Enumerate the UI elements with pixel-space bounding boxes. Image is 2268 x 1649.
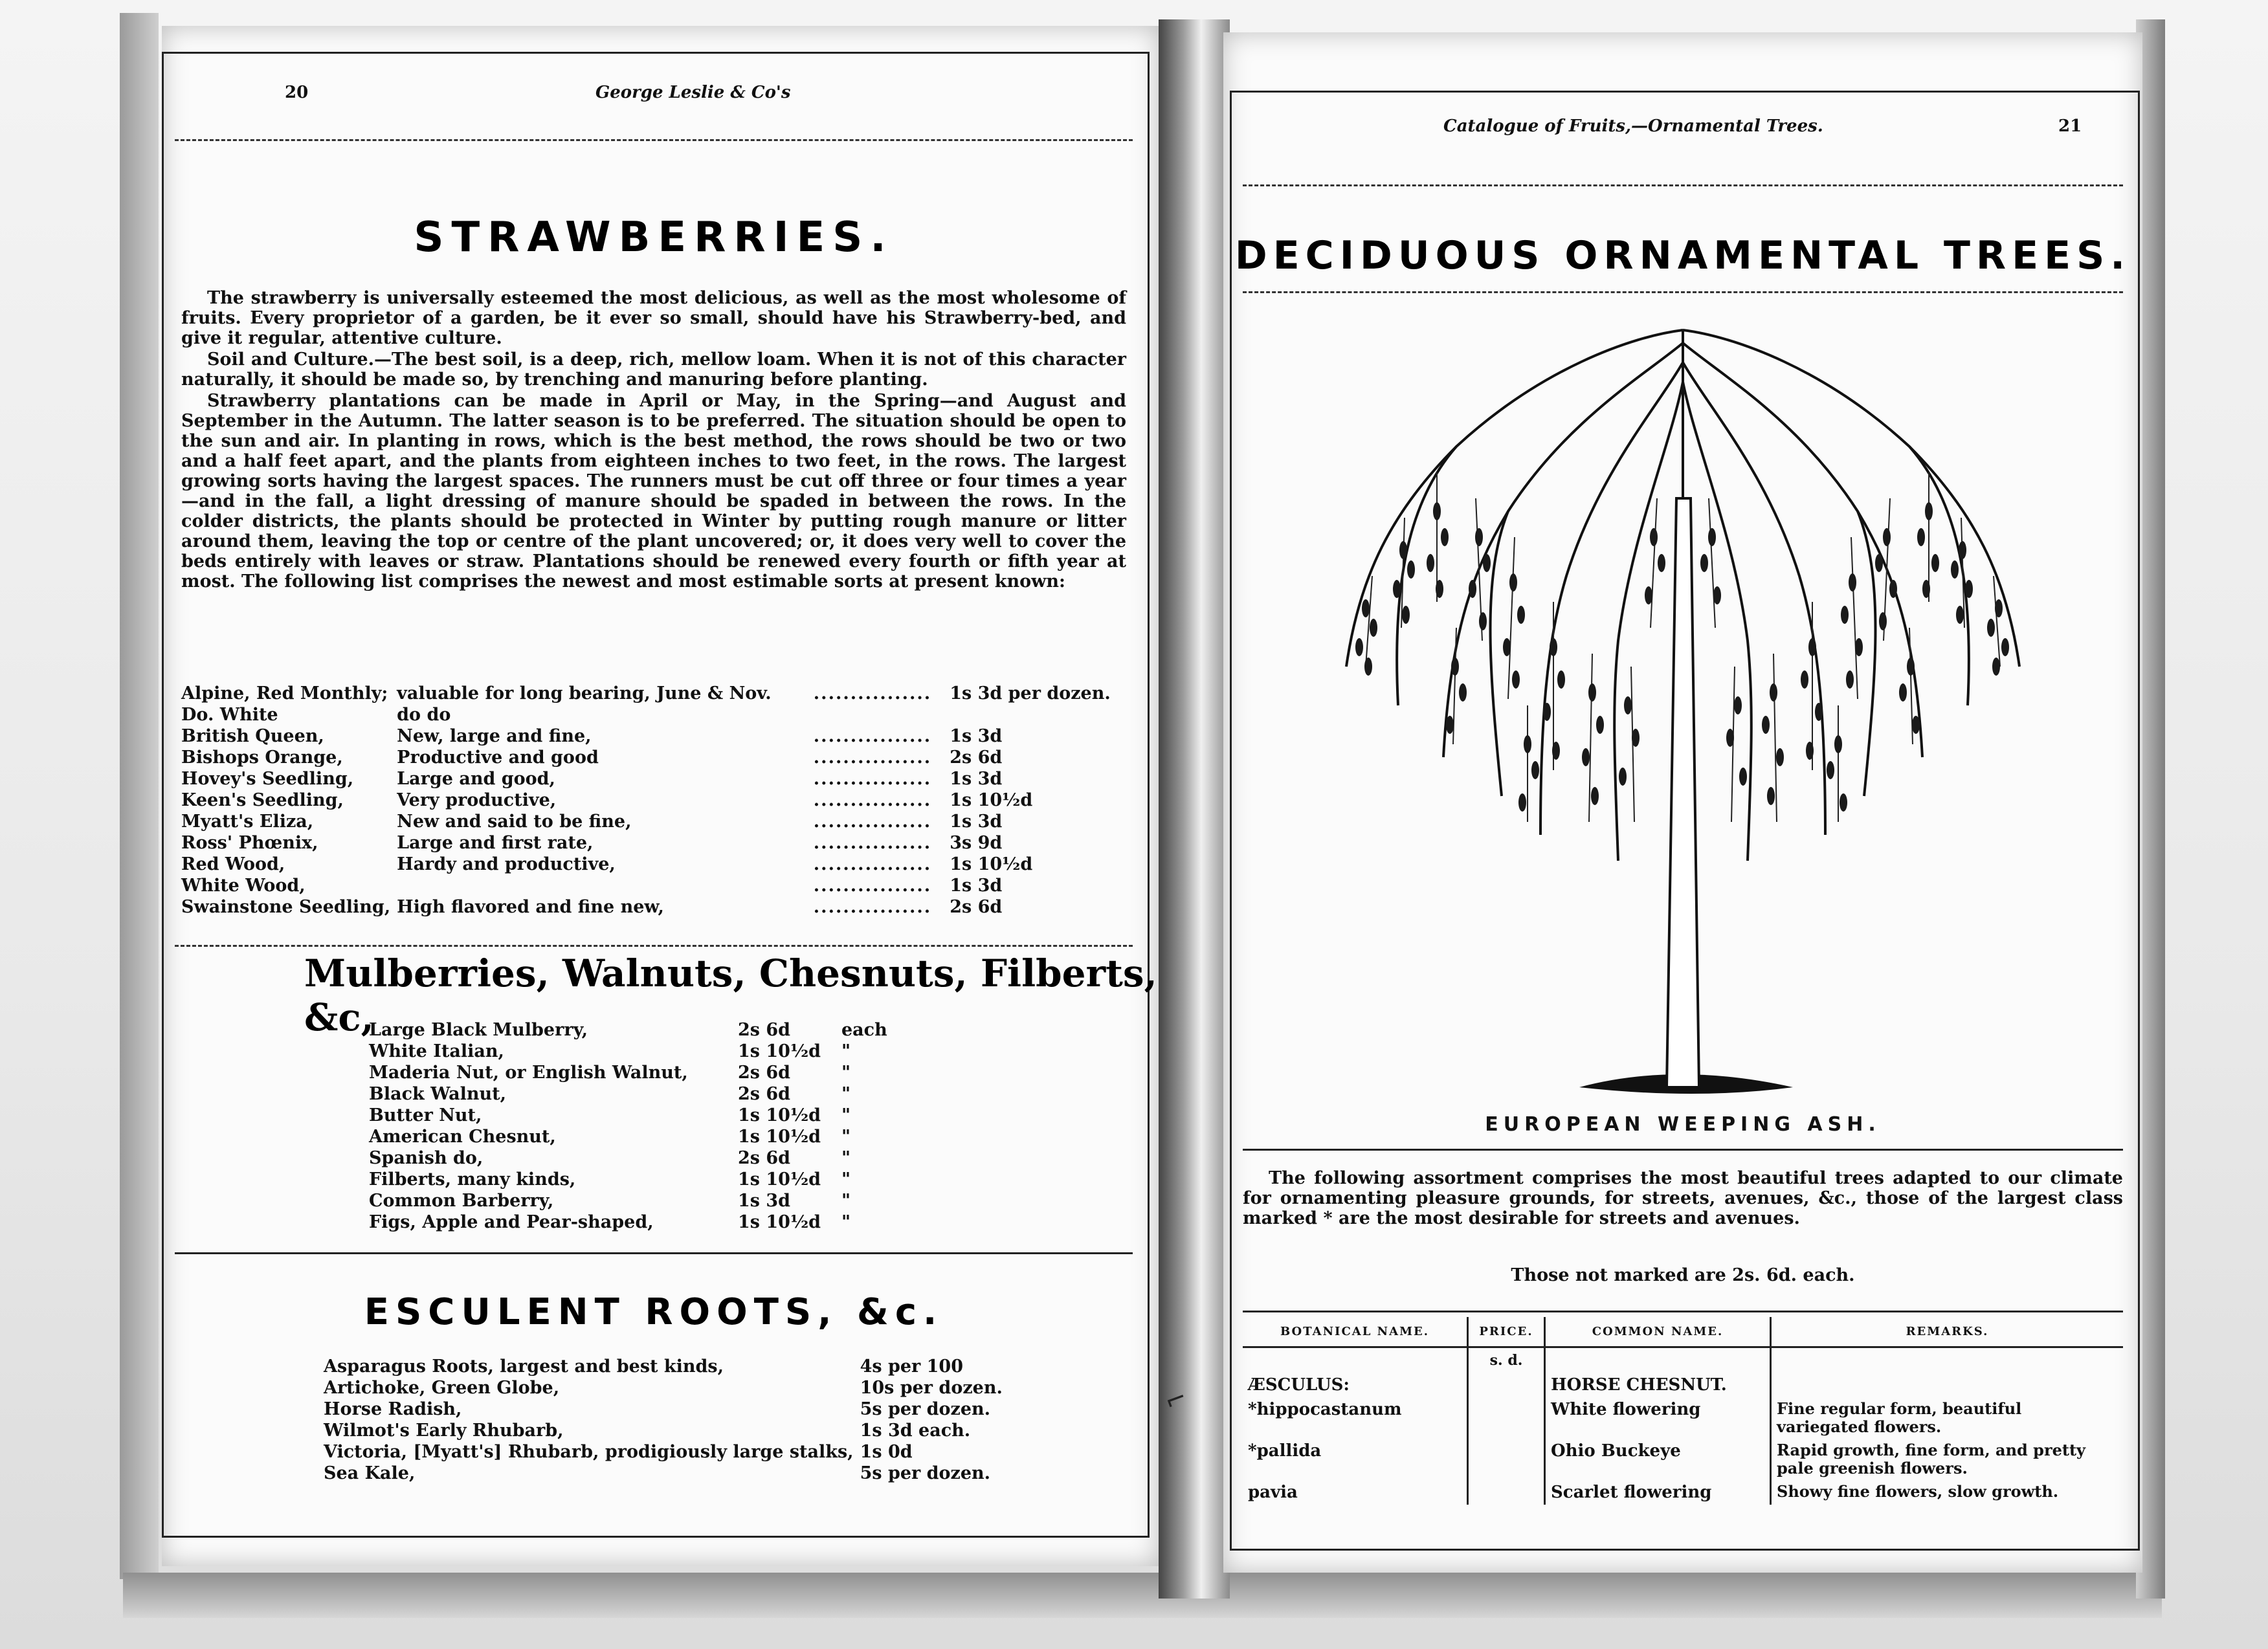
nut-name: Large Black Mulberry, xyxy=(369,1020,588,1040)
leader-dots: ................ xyxy=(813,876,932,896)
col-common-name: COMMON NAME. xyxy=(1545,1317,1771,1347)
root-name: Artichoke, Green Globe, xyxy=(324,1378,560,1398)
variety-name: White Wood, xyxy=(181,876,306,896)
variety-description: valuable for long bearing, June & Nov. xyxy=(397,683,772,703)
tree-price xyxy=(1468,1373,1545,1397)
variety-description: New, large and fine, xyxy=(397,726,592,746)
right-caption-rule xyxy=(1243,1149,2123,1151)
deciduous-title: DECIDUOUS ORNAMENTAL TREES. xyxy=(1234,233,2131,278)
botanical-name: pavia xyxy=(1243,1480,1468,1505)
root-row xyxy=(324,1377,1009,1399)
price-units-spacer xyxy=(1771,1347,2124,1373)
tree-row xyxy=(1243,1373,2123,1397)
root-name: Wilmot's Early Rhubarb, xyxy=(324,1421,564,1441)
variety-price: 1s 3d xyxy=(950,726,1003,746)
weeping-ash-illustration xyxy=(1295,304,2071,1100)
root-name: Sea Kale, xyxy=(324,1463,416,1483)
variety-description xyxy=(397,875,814,896)
remarks: Showy fine flowers, slow growth. xyxy=(1777,1482,2059,1501)
root-price: 1s 3d each. xyxy=(860,1421,971,1441)
variety-name: Swainstone Seedling, xyxy=(181,897,391,917)
nut-price: 1s 3d xyxy=(738,1191,791,1211)
trees-intro-text: The following assortment comprises the most beautiful trees adapted to our climate for ornamenting pleasure grounds, for streets, avenues, &c., those of the largest class marked * are the most desirable for streets and avenues. xyxy=(1243,1168,2123,1228)
root-row xyxy=(324,1399,1009,1420)
strawberry-row xyxy=(181,683,1133,704)
nut-price: 2s 6d xyxy=(738,1084,791,1104)
botanical-name: *hippocastanum xyxy=(1243,1397,1468,1439)
trees-intro xyxy=(1243,1168,2123,1230)
root-price: 10s per dozen. xyxy=(860,1378,1003,1398)
botanical-name: ÆSCULUS: xyxy=(1243,1373,1468,1397)
nut-name: Butter Nut, xyxy=(369,1105,482,1125)
nut-name: Filberts, many kinds, xyxy=(369,1169,576,1190)
leader-dots: ................ xyxy=(813,747,932,768)
root-name: Victoria, [Myatt's] Rhubarb, prodigiously large stalks, xyxy=(324,1442,854,1462)
nut-unit: " xyxy=(841,1084,851,1104)
price-units-spacer xyxy=(1243,1347,1468,1373)
nut-price: 1s 10½d xyxy=(738,1041,821,1061)
common-name: Scarlet flowering xyxy=(1545,1480,1771,1505)
nut-price: 1s 10½d xyxy=(738,1127,821,1147)
nut-row xyxy=(369,1126,894,1147)
nut-price: 1s 10½d xyxy=(738,1212,821,1232)
common-name: White flowering xyxy=(1545,1397,1771,1439)
botanical-name: *pallida xyxy=(1243,1439,1468,1480)
strawberry-row xyxy=(181,725,1133,747)
right-running-head: Catalogue of Fruits,—Ornamental Trees. xyxy=(1443,116,1823,136)
left-running-head: George Leslie & Co's xyxy=(595,83,791,102)
leader-dots: ................ xyxy=(813,833,932,853)
strawberry-row xyxy=(181,896,1133,918)
nut-unit: " xyxy=(841,1169,851,1190)
nuts-title: Mulberries, Walnuts, Chesnuts, Filberts, &c, xyxy=(304,951,1157,1039)
variety-description: High flavored and fine new, xyxy=(397,897,664,917)
root-price: 1s 0d xyxy=(860,1442,913,1462)
strawberry-row xyxy=(181,747,1133,768)
variety-name: Myatt's Eliza, xyxy=(181,812,314,832)
left-page-number: 20 xyxy=(285,83,309,102)
nut-unit: " xyxy=(841,1127,851,1147)
variety-description: Productive and good xyxy=(397,747,599,768)
roots-title: ESCULENT ROOTS, &c. xyxy=(364,1291,944,1333)
strawberries-text xyxy=(181,288,1126,593)
variety-name: Red Wood, xyxy=(181,854,285,874)
leader-dots: ................ xyxy=(813,769,932,789)
root-row xyxy=(324,1356,1009,1377)
common-name: Ohio Buckeye xyxy=(1545,1439,1771,1480)
variety-price: 3s 9d xyxy=(950,833,1003,853)
nut-name: Common Barberry, xyxy=(369,1191,554,1211)
trees-note-text: Those not marked are 2s. 6d. each. xyxy=(1511,1265,1855,1285)
variety-name: Alpine, Red Monthly; xyxy=(181,683,388,703)
strawberries-plantations: Strawberry plantations can be made in April or May, in the Spring—and August and September in the Autumn. The latter season is to be preferred. The situation should be open to the sun and air. In planting in rows, which is the best method, the rows should be two or two and a half feet apart, and the plants from eighteen inches to two feet, in the rows. The largest growing sorts having the largest spaces. The runners must be cut off three or four times a year—and in the fall, a light dressing of manure should be spaded in between the rows. In the colder districts, the plants should be protected in Winter by putting rough manure or litter around them, leaving the top or centre of the plant uncovered; or, it does very well to cover the beds entirely with leaves or straw. Plantations should be renewed every fourth or fifth year at most. The following list comprises the newest and most estimable sorts at present known: xyxy=(181,391,1126,592)
nut-row xyxy=(369,1041,894,1062)
strawberry-row xyxy=(181,811,1133,832)
nut-price: 1s 10½d xyxy=(738,1105,821,1125)
illustration-caption: EUROPEAN WEEPING ASH. xyxy=(1485,1113,1881,1136)
variety-price: 1s 10½d xyxy=(950,790,1033,810)
trees-note xyxy=(1223,1265,2142,1285)
nut-row xyxy=(369,1019,894,1041)
nut-unit: " xyxy=(841,1212,851,1232)
margin-pencil-mark: ⌐ xyxy=(1161,1382,1192,1418)
variety-name: British Queen, xyxy=(181,726,324,746)
root-row xyxy=(324,1441,1009,1463)
right-page xyxy=(1223,32,2142,1573)
variety-price: 1s 3d xyxy=(950,876,1003,896)
nut-row xyxy=(369,1105,894,1126)
remarks: Rapid growth, fine form, and pretty pale greenish flowers. xyxy=(1777,1441,2085,1477)
variety-name: Keen's Seedling, xyxy=(181,790,344,810)
nut-price: 2s 6d xyxy=(738,1063,791,1083)
leader-dots: ................ xyxy=(813,726,932,746)
variety-price: 2s 6d xyxy=(950,747,1003,768)
nut-unit: " xyxy=(841,1063,851,1083)
root-price: 5s per dozen. xyxy=(860,1463,991,1483)
nut-row xyxy=(369,1147,894,1169)
nut-name: Spanish do, xyxy=(369,1148,484,1168)
right-title-rule xyxy=(1243,291,2123,293)
book-gutter xyxy=(1159,19,1230,1599)
roots-table xyxy=(324,1356,1009,1484)
tree-row xyxy=(1243,1480,2123,1505)
nut-unit: " xyxy=(841,1041,851,1061)
nut-unit: " xyxy=(841,1148,851,1168)
nut-unit: each xyxy=(841,1020,887,1040)
root-price: 5s per dozen. xyxy=(860,1399,991,1419)
nut-name: White Italian, xyxy=(369,1041,504,1061)
nut-name: Black Walnut, xyxy=(369,1084,506,1104)
remarks xyxy=(1771,1373,2124,1397)
variety-price xyxy=(950,704,1133,725)
nut-row xyxy=(369,1083,894,1105)
col-botanical-name: BOTANICAL NAME. xyxy=(1243,1317,1468,1347)
root-row xyxy=(324,1463,1009,1484)
variety-price: 1s 10½d xyxy=(950,854,1033,874)
right-table-top-rule xyxy=(1243,1311,2123,1312)
nut-row xyxy=(369,1169,894,1190)
strawberry-varieties-table xyxy=(181,683,1133,918)
variety-description: Very productive, xyxy=(397,790,557,810)
nut-row xyxy=(369,1212,894,1233)
nut-name: Figs, Apple and Pear-shaped, xyxy=(369,1212,654,1232)
right-top-rule xyxy=(1243,184,2123,186)
strawberries-intro: The strawberry is universally esteemed the most delicious, as well as the most wholesome of fruits. Every proprietor of a garden, be it ever so small, should have his Strawberry-bed, and give it regular, attentive culture. xyxy=(181,288,1126,348)
nut-price: 1s 10½d xyxy=(738,1169,821,1190)
nut-name: American Chesnut, xyxy=(369,1127,556,1147)
leader-dots: ................ xyxy=(813,812,932,832)
strawberry-row xyxy=(181,854,1133,875)
price-units: s. d. xyxy=(1468,1347,1545,1373)
variety-price: 1s 3d xyxy=(950,812,1003,832)
variety-description: Large and good, xyxy=(397,769,555,789)
strawberry-row xyxy=(181,875,1133,896)
leader-dots: ................ xyxy=(813,683,932,703)
nut-unit: " xyxy=(841,1105,851,1125)
variety-name: Ross' Phœnix, xyxy=(181,833,318,853)
tree-row xyxy=(1243,1439,2123,1480)
root-name: Asparagus Roots, largest and best kinds, xyxy=(324,1356,724,1377)
root-row xyxy=(324,1420,1009,1441)
book-cover-edge-bottom xyxy=(123,1573,2162,1618)
variety-description: do do xyxy=(397,705,451,725)
nut-price: 2s 6d xyxy=(738,1020,791,1040)
strawberries-soil: Soil and Culture.—The best soil, is a deep, rich, mellow loam. When it is not of this character naturally, it should be made so, by trenching and manuring before planting. xyxy=(181,349,1126,390)
leader-dots xyxy=(814,704,950,725)
variety-name: Hovey's Seedling, xyxy=(181,769,354,789)
leader-dots: ................ xyxy=(813,897,932,917)
nut-row xyxy=(369,1062,894,1083)
common-name: HORSE CHESNUT. xyxy=(1545,1373,1771,1397)
variety-description: Large and first rate, xyxy=(397,833,594,853)
left-mid-rule-1 xyxy=(175,945,1133,947)
book-cover-edge-left xyxy=(120,13,159,1579)
nut-row xyxy=(369,1190,894,1212)
remarks: Fine regular form, beautiful variegated flowers. xyxy=(1777,1399,2022,1436)
variety-price: 1s 3d per dozen. xyxy=(950,683,1111,703)
leader-dots: ................ xyxy=(813,790,932,810)
nuts-table xyxy=(369,1019,894,1233)
strawberry-row xyxy=(181,768,1133,790)
right-page-number: 21 xyxy=(2058,116,2082,136)
variety-description: Hardy and productive, xyxy=(397,854,616,874)
left-top-rule xyxy=(175,139,1133,141)
variety-price: 1s 3d xyxy=(950,769,1003,789)
variety-name: Do. White xyxy=(181,705,278,725)
strawberry-row xyxy=(181,832,1133,854)
price-units-spacer xyxy=(1545,1347,1771,1373)
left-page xyxy=(162,26,1159,1566)
col-price: PRICE. xyxy=(1468,1317,1545,1347)
nut-name: Maderia Nut, or English Walnut, xyxy=(369,1063,688,1083)
root-price: 4s per 100 xyxy=(860,1356,964,1377)
variety-name: Bishops Orange, xyxy=(181,747,343,768)
tree-price xyxy=(1468,1397,1545,1439)
strawberries-title: STRAWBERRIES. xyxy=(414,214,894,261)
nut-price: 2s 6d xyxy=(738,1148,791,1168)
trees-table xyxy=(1243,1317,2123,1505)
strawberry-row xyxy=(181,790,1133,811)
variety-description: New and said to be fine, xyxy=(397,812,632,832)
leader-dots: ................ xyxy=(813,854,932,874)
variety-price: 2s 6d xyxy=(950,897,1003,917)
col-remarks: REMARKS. xyxy=(1771,1317,2124,1347)
left-mid-rule-2 xyxy=(175,1252,1133,1254)
tree-price xyxy=(1468,1480,1545,1505)
strawberry-row xyxy=(181,704,1133,725)
tree-row xyxy=(1243,1397,2123,1439)
nut-unit: " xyxy=(841,1191,851,1211)
tree-price xyxy=(1468,1439,1545,1480)
root-name: Horse Radish, xyxy=(324,1399,462,1419)
